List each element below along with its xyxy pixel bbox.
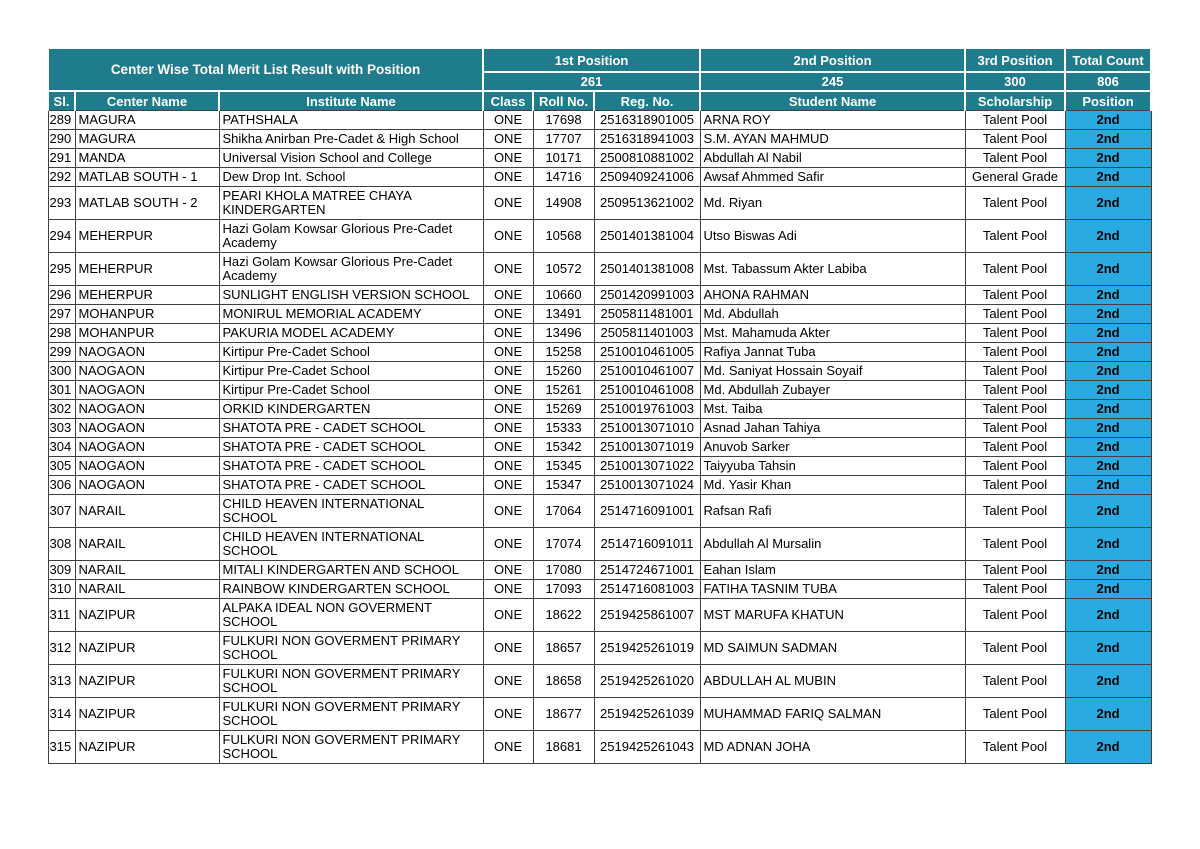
- cell-class: ONE: [483, 381, 533, 400]
- col-header-scholarship: Scholarship: [965, 91, 1065, 111]
- cell-class: ONE: [483, 168, 533, 187]
- cell-class: ONE: [483, 731, 533, 764]
- cell-roll-no: 18657: [533, 632, 594, 665]
- cell-roll-no: 15342: [533, 438, 594, 457]
- cell-sl: 304: [48, 438, 75, 457]
- cell-roll-no: 17698: [533, 111, 594, 130]
- cell-class: ONE: [483, 561, 533, 580]
- table-row: [48, 561, 1151, 580]
- cell-position: 2nd: [1065, 698, 1151, 731]
- group-3rd-position-label: 3rd Position: [965, 48, 1065, 72]
- cell-student-name: Rafiya Jannat Tuba: [700, 343, 965, 362]
- cell-institute-name: SHATOTA PRE - CADET SCHOOL: [219, 476, 483, 495]
- cell-position: 2nd: [1065, 149, 1151, 168]
- cell-position: 2nd: [1065, 286, 1151, 305]
- cell-sl: 290: [48, 130, 75, 149]
- cell-institute-name: PAKURIA MODEL ACADEMY: [219, 324, 483, 343]
- cell-position: 2nd: [1065, 438, 1151, 457]
- cell-center-name: MAGURA: [75, 111, 219, 130]
- cell-roll-no: 18658: [533, 665, 594, 698]
- table-row: [48, 149, 1151, 168]
- cell-scholarship: Talent Pool: [965, 528, 1065, 561]
- cell-institute-name: ORKID KINDERGARTEN: [219, 400, 483, 419]
- cell-roll-no: 15333: [533, 419, 594, 438]
- cell-class: ONE: [483, 149, 533, 168]
- count-total: 806: [1065, 72, 1151, 91]
- cell-institute-name: SHATOTA PRE - CADET SCHOOL: [219, 457, 483, 476]
- cell-reg-no: 2501420991003: [594, 286, 700, 305]
- cell-roll-no: 15345: [533, 457, 594, 476]
- cell-sl: 301: [48, 381, 75, 400]
- col-header-center-name: Center Name: [75, 91, 219, 111]
- cell-center-name: MATLAB SOUTH - 2: [75, 187, 219, 220]
- table-row: [48, 220, 1151, 253]
- table-row: [48, 632, 1151, 665]
- cell-student-name: Asnad Jahan Tahiya: [700, 419, 965, 438]
- cell-scholarship: Talent Pool: [965, 149, 1065, 168]
- cell-student-name: Taiyyuba Tahsin: [700, 457, 965, 476]
- cell-scholarship: Talent Pool: [965, 381, 1065, 400]
- cell-position: 2nd: [1065, 665, 1151, 698]
- cell-student-name: MUHAMMAD FARIQ SALMAN: [700, 698, 965, 731]
- cell-student-name: Mst. Taiba: [700, 400, 965, 419]
- table-row: [48, 187, 1151, 220]
- cell-roll-no: 18677: [533, 698, 594, 731]
- cell-sl: 315: [48, 731, 75, 764]
- cell-center-name: NAOGAON: [75, 362, 219, 381]
- col-header-reg-no: Reg. No.: [594, 91, 700, 111]
- cell-class: ONE: [483, 599, 533, 632]
- cell-sl: 294: [48, 220, 75, 253]
- table-row: [48, 130, 1151, 149]
- cell-class: ONE: [483, 324, 533, 343]
- cell-student-name: ARNA ROY: [700, 111, 965, 130]
- cell-scholarship: Talent Pool: [965, 220, 1065, 253]
- cell-reg-no: 2519425261043: [594, 731, 700, 764]
- cell-class: ONE: [483, 580, 533, 599]
- cell-position: 2nd: [1065, 476, 1151, 495]
- cell-class: ONE: [483, 495, 533, 528]
- cell-reg-no: 2519425261039: [594, 698, 700, 731]
- table-row: [48, 111, 1151, 130]
- cell-position: 2nd: [1065, 253, 1151, 286]
- cell-scholarship: Talent Pool: [965, 580, 1065, 599]
- cell-institute-name: SHATOTA PRE - CADET SCHOOL: [219, 419, 483, 438]
- cell-sl: 310: [48, 580, 75, 599]
- cell-center-name: MATLAB SOUTH - 1: [75, 168, 219, 187]
- cell-reg-no: 2510013071022: [594, 457, 700, 476]
- cell-center-name: NAOGAON: [75, 476, 219, 495]
- cell-reg-no: 2505811481001: [594, 305, 700, 324]
- cell-institute-name: RAINBOW KINDERGARTEN SCHOOL: [219, 580, 483, 599]
- cell-class: ONE: [483, 187, 533, 220]
- table-title: Center Wise Total Merit List Result with Position: [48, 48, 483, 91]
- cell-roll-no: 17064: [533, 495, 594, 528]
- table-row: [48, 381, 1151, 400]
- cell-scholarship: Talent Pool: [965, 362, 1065, 381]
- table-row: [48, 665, 1151, 698]
- cell-center-name: MANDA: [75, 149, 219, 168]
- column-header-row: [48, 91, 1151, 111]
- cell-reg-no: 2519425261020: [594, 665, 700, 698]
- cell-class: ONE: [483, 528, 533, 561]
- cell-class: ONE: [483, 220, 533, 253]
- cell-position: 2nd: [1065, 495, 1151, 528]
- cell-center-name: NAZIPUR: [75, 698, 219, 731]
- cell-institute-name: ALPAKA IDEAL NON GOVERMENT SCHOOL: [219, 599, 483, 632]
- table-row: [48, 580, 1151, 599]
- cell-reg-no: 2519425861007: [594, 599, 700, 632]
- cell-position: 2nd: [1065, 324, 1151, 343]
- cell-sl: 314: [48, 698, 75, 731]
- cell-class: ONE: [483, 419, 533, 438]
- cell-student-name: Md. Saniyat Hossain Soyaif: [700, 362, 965, 381]
- table-row: [48, 599, 1151, 632]
- cell-sl: 291: [48, 149, 75, 168]
- group-2nd-position-label: 2nd Position: [700, 48, 965, 72]
- cell-class: ONE: [483, 253, 533, 286]
- cell-position: 2nd: [1065, 632, 1151, 665]
- cell-center-name: MAGURA: [75, 130, 219, 149]
- cell-scholarship: Talent Pool: [965, 731, 1065, 764]
- cell-sl: 300: [48, 362, 75, 381]
- cell-sl: 308: [48, 528, 75, 561]
- cell-institute-name: Kirtipur Pre-Cadet School: [219, 343, 483, 362]
- cell-roll-no: 10568: [533, 220, 594, 253]
- cell-sl: 293: [48, 187, 75, 220]
- cell-student-name: Md. Riyan: [700, 187, 965, 220]
- cell-student-name: Md. Yasir Khan: [700, 476, 965, 495]
- cell-student-name: Mst. Tabassum Akter Labiba: [700, 253, 965, 286]
- cell-institute-name: PATHSHALA: [219, 111, 483, 130]
- group-total-count-label: Total Count: [1065, 48, 1151, 72]
- cell-center-name: NARAIL: [75, 580, 219, 599]
- cell-reg-no: 2510010461008: [594, 381, 700, 400]
- cell-center-name: NAOGAON: [75, 381, 219, 400]
- cell-position: 2nd: [1065, 111, 1151, 130]
- table-row: [48, 731, 1151, 764]
- cell-scholarship: Talent Pool: [965, 632, 1065, 665]
- cell-position: 2nd: [1065, 580, 1151, 599]
- cell-center-name: MEHERPUR: [75, 286, 219, 305]
- col-header-sl: Sl.: [48, 91, 75, 111]
- cell-reg-no: 2501401381004: [594, 220, 700, 253]
- cell-institute-name: Universal Vision School and College: [219, 149, 483, 168]
- cell-reg-no: 2516318901005: [594, 111, 700, 130]
- cell-scholarship: Talent Pool: [965, 130, 1065, 149]
- cell-reg-no: 2514716091011: [594, 528, 700, 561]
- cell-institute-name: FULKURI NON GOVERMENT PRIMARY SCHOOL: [219, 632, 483, 665]
- cell-student-name: ABDULLAH AL MUBIN: [700, 665, 965, 698]
- cell-center-name: NAOGAON: [75, 400, 219, 419]
- cell-class: ONE: [483, 111, 533, 130]
- cell-center-name: MEHERPUR: [75, 220, 219, 253]
- cell-position: 2nd: [1065, 168, 1151, 187]
- cell-position: 2nd: [1065, 528, 1151, 561]
- cell-scholarship: Talent Pool: [965, 305, 1065, 324]
- cell-sl: 311: [48, 599, 75, 632]
- cell-reg-no: 2514716081003: [594, 580, 700, 599]
- cell-student-name: Md. Abdullah Zubayer: [700, 381, 965, 400]
- cell-sl: 299: [48, 343, 75, 362]
- cell-student-name: S.M. AYAN MAHMUD: [700, 130, 965, 149]
- count-3rd-position: 300: [965, 72, 1065, 91]
- cell-reg-no: 2516318941003: [594, 130, 700, 149]
- cell-sl: 307: [48, 495, 75, 528]
- cell-sl: 313: [48, 665, 75, 698]
- cell-institute-name: Dew Drop Int. School: [219, 168, 483, 187]
- cell-scholarship: Talent Pool: [965, 419, 1065, 438]
- table-row: [48, 343, 1151, 362]
- cell-reg-no: 2509409241006: [594, 168, 700, 187]
- table-row: [48, 168, 1151, 187]
- cell-center-name: NARAIL: [75, 528, 219, 561]
- cell-center-name: NAZIPUR: [75, 632, 219, 665]
- group-1st-position-label: 1st Position: [483, 48, 700, 72]
- cell-sl: 298: [48, 324, 75, 343]
- cell-institute-name: FULKURI NON GOVERMENT PRIMARY SCHOOL: [219, 698, 483, 731]
- cell-sl: 305: [48, 457, 75, 476]
- table-row: [48, 495, 1151, 528]
- table-row: [48, 698, 1151, 731]
- table-row: [48, 438, 1151, 457]
- cell-sl: 306: [48, 476, 75, 495]
- cell-class: ONE: [483, 305, 533, 324]
- cell-sl: 297: [48, 305, 75, 324]
- cell-reg-no: 2519425261019: [594, 632, 700, 665]
- cell-institute-name: SUNLIGHT ENGLISH VERSION SCHOOL: [219, 286, 483, 305]
- cell-institute-name: SHATOTA PRE - CADET SCHOOL: [219, 438, 483, 457]
- cell-sl: 295: [48, 253, 75, 286]
- count-1st-position: 261: [483, 72, 700, 91]
- cell-roll-no: 17093: [533, 580, 594, 599]
- table-row: [48, 305, 1151, 324]
- table-row: [48, 528, 1151, 561]
- cell-institute-name: FULKURI NON GOVERMENT PRIMARY SCHOOL: [219, 665, 483, 698]
- cell-roll-no: 17080: [533, 561, 594, 580]
- cell-sl: 303: [48, 419, 75, 438]
- cell-class: ONE: [483, 343, 533, 362]
- cell-class: ONE: [483, 286, 533, 305]
- cell-scholarship: Talent Pool: [965, 253, 1065, 286]
- cell-scholarship: Talent Pool: [965, 286, 1065, 305]
- cell-institute-name: Hazi Golam Kowsar Glorious Pre-Cadet Academy: [219, 220, 483, 253]
- cell-student-name: Abdullah Al Mursalin: [700, 528, 965, 561]
- cell-roll-no: 10572: [533, 253, 594, 286]
- cell-institute-name: CHILD HEAVEN INTERNATIONAL SCHOOL: [219, 495, 483, 528]
- cell-student-name: FATIHA TASNIM TUBA: [700, 580, 965, 599]
- cell-student-name: Eahan Islam: [700, 561, 965, 580]
- cell-scholarship: Talent Pool: [965, 665, 1065, 698]
- cell-reg-no: 2505811401003: [594, 324, 700, 343]
- cell-sl: 289: [48, 111, 75, 130]
- cell-position: 2nd: [1065, 400, 1151, 419]
- cell-scholarship: Talent Pool: [965, 698, 1065, 731]
- cell-student-name: Awsaf Ahmmed Safir: [700, 168, 965, 187]
- cell-position: 2nd: [1065, 305, 1151, 324]
- cell-institute-name: PEARI KHOLA MATREE CHAYA KINDERGARTEN: [219, 187, 483, 220]
- cell-roll-no: 13496: [533, 324, 594, 343]
- cell-scholarship: Talent Pool: [965, 599, 1065, 632]
- table-body: [48, 111, 1151, 764]
- cell-scholarship: Talent Pool: [965, 495, 1065, 528]
- cell-class: ONE: [483, 476, 533, 495]
- table-row: [48, 476, 1151, 495]
- cell-institute-name: MITALI KINDERGARTEN AND SCHOOL: [219, 561, 483, 580]
- cell-class: ONE: [483, 665, 533, 698]
- cell-position: 2nd: [1065, 220, 1151, 253]
- cell-roll-no: 13491: [533, 305, 594, 324]
- cell-reg-no: 2510010461005: [594, 343, 700, 362]
- cell-center-name: NARAIL: [75, 495, 219, 528]
- cell-reg-no: 2510013071019: [594, 438, 700, 457]
- cell-scholarship: Talent Pool: [965, 324, 1065, 343]
- cell-reg-no: 2509513621002: [594, 187, 700, 220]
- cell-position: 2nd: [1065, 599, 1151, 632]
- cell-reg-no: 2514724671001: [594, 561, 700, 580]
- cell-center-name: NAZIPUR: [75, 599, 219, 632]
- cell-roll-no: 18622: [533, 599, 594, 632]
- cell-reg-no: 2500810881002: [594, 149, 700, 168]
- cell-roll-no: 17707: [533, 130, 594, 149]
- cell-student-name: Utso Biswas Adi: [700, 220, 965, 253]
- cell-institute-name: CHILD HEAVEN INTERNATIONAL SCHOOL: [219, 528, 483, 561]
- cell-reg-no: 2514716091001: [594, 495, 700, 528]
- table-row: [48, 419, 1151, 438]
- cell-position: 2nd: [1065, 343, 1151, 362]
- cell-class: ONE: [483, 400, 533, 419]
- cell-student-name: Md. Abdullah: [700, 305, 965, 324]
- cell-reg-no: 2510013071024: [594, 476, 700, 495]
- cell-position: 2nd: [1065, 362, 1151, 381]
- cell-class: ONE: [483, 438, 533, 457]
- cell-scholarship: Talent Pool: [965, 343, 1065, 362]
- table-row: [48, 324, 1151, 343]
- cell-reg-no: 2510010461007: [594, 362, 700, 381]
- cell-student-name: Anuvob Sarker: [700, 438, 965, 457]
- col-header-class: Class: [483, 91, 533, 111]
- cell-scholarship: General Grade: [965, 168, 1065, 187]
- cell-sl: 292: [48, 168, 75, 187]
- cell-scholarship: Talent Pool: [965, 476, 1065, 495]
- table-row: [48, 253, 1151, 286]
- cell-center-name: NAOGAON: [75, 343, 219, 362]
- cell-reg-no: 2510019761003: [594, 400, 700, 419]
- cell-student-name: MD ADNAN JOHA: [700, 731, 965, 764]
- table-row: [48, 457, 1151, 476]
- cell-scholarship: Talent Pool: [965, 561, 1065, 580]
- cell-center-name: NAZIPUR: [75, 731, 219, 764]
- cell-scholarship: Talent Pool: [965, 457, 1065, 476]
- cell-roll-no: 10660: [533, 286, 594, 305]
- cell-roll-no: 17074: [533, 528, 594, 561]
- cell-scholarship: Talent Pool: [965, 111, 1065, 130]
- cell-sl: 312: [48, 632, 75, 665]
- cell-student-name: Mst. Mahamuda Akter: [700, 324, 965, 343]
- cell-center-name: MOHANPUR: [75, 305, 219, 324]
- cell-institute-name: Shikha Anirban Pre-Cadet & High School: [219, 130, 483, 149]
- cell-class: ONE: [483, 130, 533, 149]
- cell-roll-no: 15269: [533, 400, 594, 419]
- cell-center-name: NAOGAON: [75, 438, 219, 457]
- cell-sl: 309: [48, 561, 75, 580]
- merit-list-table: [47, 47, 1152, 764]
- cell-position: 2nd: [1065, 457, 1151, 476]
- cell-institute-name: Kirtipur Pre-Cadet School: [219, 362, 483, 381]
- cell-institute-name: Kirtipur Pre-Cadet School: [219, 381, 483, 400]
- cell-center-name: NAZIPUR: [75, 665, 219, 698]
- count-2nd-position: 245: [700, 72, 965, 91]
- cell-position: 2nd: [1065, 419, 1151, 438]
- cell-reg-no: 2501401381008: [594, 253, 700, 286]
- cell-student-name: MD SAIMUN SADMAN: [700, 632, 965, 665]
- cell-institute-name: FULKURI NON GOVERMENT PRIMARY SCHOOL: [219, 731, 483, 764]
- table-row: [48, 286, 1151, 305]
- cell-student-name: Rafsan Rafi: [700, 495, 965, 528]
- col-header-student-name: Student Name: [700, 91, 965, 111]
- cell-center-name: NAOGAON: [75, 419, 219, 438]
- cell-student-name: AHONA RAHMAN: [700, 286, 965, 305]
- cell-institute-name: MONIRUL MEMORIAL ACADEMY: [219, 305, 483, 324]
- cell-scholarship: Talent Pool: [965, 400, 1065, 419]
- cell-position: 2nd: [1065, 561, 1151, 580]
- col-header-institute-name: Institute Name: [219, 91, 483, 111]
- cell-roll-no: 15347: [533, 476, 594, 495]
- cell-class: ONE: [483, 698, 533, 731]
- cell-class: ONE: [483, 632, 533, 665]
- cell-class: ONE: [483, 362, 533, 381]
- cell-roll-no: 10171: [533, 149, 594, 168]
- cell-position: 2nd: [1065, 187, 1151, 220]
- cell-center-name: MOHANPUR: [75, 324, 219, 343]
- cell-roll-no: 14908: [533, 187, 594, 220]
- cell-center-name: MEHERPUR: [75, 253, 219, 286]
- cell-class: ONE: [483, 457, 533, 476]
- table-row: [48, 362, 1151, 381]
- cell-institute-name: Hazi Golam Kowsar Glorious Pre-Cadet Academy: [219, 253, 483, 286]
- cell-roll-no: 14716: [533, 168, 594, 187]
- cell-sl: 302: [48, 400, 75, 419]
- cell-roll-no: 18681: [533, 731, 594, 764]
- header-group-row: [48, 48, 1151, 72]
- cell-reg-no: 2510013071010: [594, 419, 700, 438]
- cell-scholarship: Talent Pool: [965, 438, 1065, 457]
- cell-position: 2nd: [1065, 381, 1151, 400]
- cell-roll-no: 15260: [533, 362, 594, 381]
- table-header: [48, 48, 1151, 111]
- cell-center-name: NAOGAON: [75, 457, 219, 476]
- col-header-position: Position: [1065, 91, 1151, 111]
- col-header-roll-no: Roll No.: [533, 91, 594, 111]
- table-row: [48, 400, 1151, 419]
- cell-roll-no: 15261: [533, 381, 594, 400]
- cell-center-name: NARAIL: [75, 561, 219, 580]
- cell-student-name: Abdullah Al Nabil: [700, 149, 965, 168]
- cell-sl: 296: [48, 286, 75, 305]
- cell-position: 2nd: [1065, 731, 1151, 764]
- cell-scholarship: Talent Pool: [965, 187, 1065, 220]
- cell-position: 2nd: [1065, 130, 1151, 149]
- cell-roll-no: 15258: [533, 343, 594, 362]
- cell-student-name: MST MARUFA KHATUN: [700, 599, 965, 632]
